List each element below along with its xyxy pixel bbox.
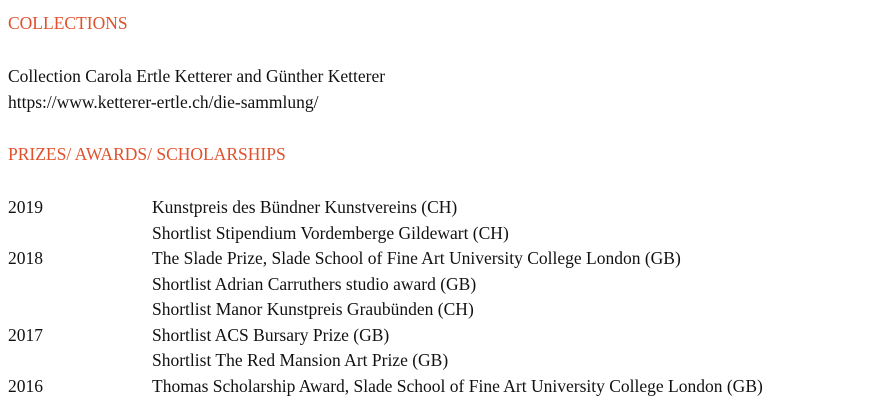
award-row [8,348,884,374]
award-year: 2016 [8,375,43,396]
award-year [8,272,152,298]
award-text: Shortlist Stipendium Vordemberge Gildewart (CH) [152,222,509,243]
collections-heading: COLLECTIONS [8,13,128,33]
award-text: The Slade Prize, Slade School of Fine Art University College London (GB) [152,248,681,268]
award-row [8,221,884,247]
award-row [8,195,884,221]
award-row [8,374,884,400]
award-year: 2019 [8,197,43,217]
collection-url: https://www.ketterer-ertle.ch/die-sammlung/ [8,91,319,112]
award-row [8,297,884,323]
award-text: Kunstpreis des Bündner Kunstvereins (CH) [152,197,458,217]
award-row [8,323,884,349]
collections-block [8,64,385,115]
award-row [8,246,884,272]
award-year: 2018 [8,248,43,268]
award-text: Thomas Scholarship Award, Slade School of Fine Art University College London (GB) [152,375,763,396]
award-row [8,272,884,298]
awards-list [8,195,884,399]
award-year [8,348,152,374]
award-year: 2017 [8,324,43,345]
award-text: Shortlist ACS Bursary Prize (GB) [152,324,390,345]
award-text: Shortlist Manor Kunstpreis Graubünden (CH) [152,299,474,319]
award-text: Shortlist The Red Mansion Art Prize (GB) [152,350,449,370]
collection-name: Collection Carola Ertle Ketterer and Günther Ketterer [8,66,386,86]
award-year [8,297,152,323]
award-text: Shortlist Adrian Carruthers studio award (GB) [152,273,477,294]
prizes-heading: PRIZES/ AWARDS/ SCHOLARSHIPS [8,144,286,164]
award-year [8,221,152,247]
